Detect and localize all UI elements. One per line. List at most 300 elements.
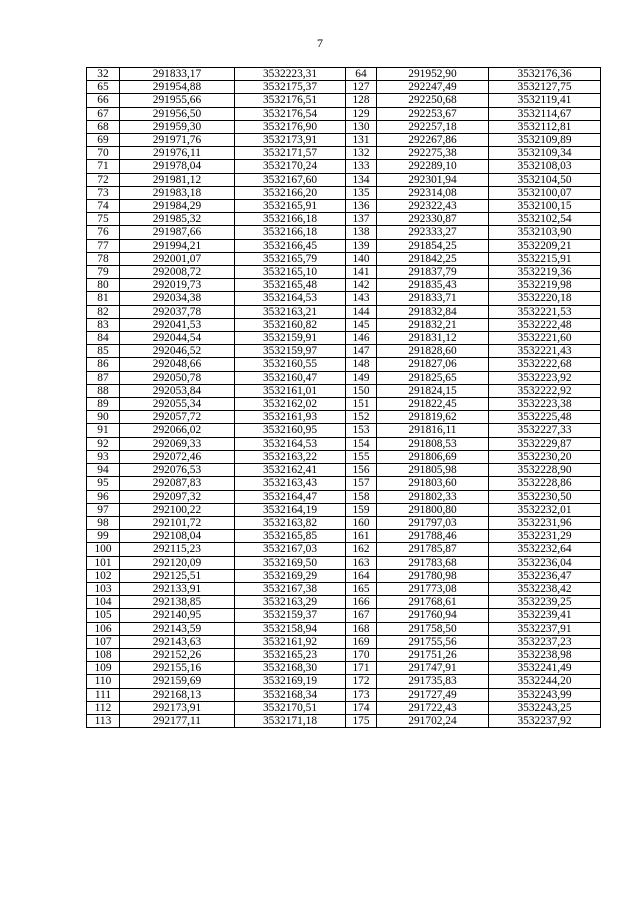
y-coordinate-cell: 3532239,25 (489, 596, 601, 609)
point-number-cell: 144 (346, 305, 377, 318)
x-coordinate-cell: 292168,13 (120, 688, 235, 701)
point-number-cell: 108 (87, 648, 120, 661)
point-number-cell: 127 (346, 81, 377, 94)
table-row (87, 279, 601, 292)
table-row (87, 569, 601, 582)
y-coordinate-cell: 3532176,36 (489, 68, 601, 81)
x-coordinate-cell: 292314,08 (377, 186, 489, 199)
point-number-cell: 170 (346, 648, 377, 661)
table-row (87, 662, 601, 675)
x-coordinate-cell: 292275,38 (377, 147, 489, 160)
point-number-cell: 69 (87, 134, 120, 147)
table-row (87, 305, 601, 318)
x-coordinate-cell: 291727,49 (377, 688, 489, 701)
point-number-cell: 99 (87, 530, 120, 543)
point-number-cell: 153 (346, 424, 377, 437)
table-row (87, 384, 601, 397)
x-coordinate-cell: 291816,11 (377, 424, 489, 437)
x-coordinate-cell: 291833,71 (377, 292, 489, 305)
x-coordinate-cell: 291978,04 (120, 160, 235, 173)
x-coordinate-cell: 292120,09 (120, 556, 235, 569)
table-row (87, 252, 601, 265)
x-coordinate-cell: 291805,98 (377, 464, 489, 477)
x-coordinate-cell: 292133,91 (120, 582, 235, 595)
point-number-cell: 98 (87, 516, 120, 529)
x-coordinate-cell: 291751,26 (377, 648, 489, 661)
x-coordinate-cell: 291831,12 (377, 332, 489, 345)
y-coordinate-cell: 3532223,38 (489, 398, 601, 411)
x-coordinate-cell: 291819,62 (377, 411, 489, 424)
table-row (87, 635, 601, 648)
x-coordinate-cell: 292097,32 (120, 490, 235, 503)
point-number-cell: 94 (87, 464, 120, 477)
x-coordinate-cell: 292253,67 (377, 107, 489, 120)
x-coordinate-cell: 291825,65 (377, 371, 489, 384)
x-coordinate-cell: 292333,27 (377, 226, 489, 239)
x-coordinate-cell: 292159,69 (120, 675, 235, 688)
x-coordinate-cell: 292050,78 (120, 371, 235, 384)
x-coordinate-cell: 291987,66 (120, 226, 235, 239)
x-coordinate-cell: 292173,91 (120, 701, 235, 714)
point-number-cell: 164 (346, 569, 377, 582)
point-number-cell: 135 (346, 186, 377, 199)
x-coordinate-cell: 291984,29 (120, 200, 235, 213)
point-number-cell: 106 (87, 622, 120, 635)
x-coordinate-cell: 291952,90 (377, 68, 489, 81)
x-coordinate-cell: 291824,15 (377, 384, 489, 397)
y-coordinate-cell: 3532215,91 (489, 252, 601, 265)
y-coordinate-cell: 3532164,53 (235, 437, 346, 450)
y-coordinate-cell: 3532219,98 (489, 279, 601, 292)
table-row (87, 371, 601, 384)
x-coordinate-cell: 292072,46 (120, 450, 235, 463)
y-coordinate-cell: 3532166,18 (235, 213, 346, 226)
point-number-cell: 151 (346, 398, 377, 411)
point-number-cell: 171 (346, 662, 377, 675)
point-number-cell: 100 (87, 543, 120, 556)
point-number-cell: 93 (87, 450, 120, 463)
point-number-cell: 101 (87, 556, 120, 569)
point-number-cell: 146 (346, 332, 377, 345)
y-coordinate-cell: 3532166,18 (235, 226, 346, 239)
y-coordinate-cell: 3532167,38 (235, 582, 346, 595)
x-coordinate-cell: 292322,43 (377, 200, 489, 213)
point-number-cell: 72 (87, 173, 120, 186)
table-row (87, 120, 601, 133)
y-coordinate-cell: 3532160,47 (235, 371, 346, 384)
point-number-cell: 88 (87, 384, 120, 397)
point-number-cell: 32 (87, 68, 120, 81)
point-number-cell: 160 (346, 516, 377, 529)
y-coordinate-cell: 3532230,50 (489, 490, 601, 503)
y-coordinate-cell: 3532160,95 (235, 424, 346, 437)
x-coordinate-cell: 291747,91 (377, 662, 489, 675)
point-number-cell: 163 (346, 556, 377, 569)
table-row (87, 675, 601, 688)
point-number-cell: 83 (87, 318, 120, 331)
point-number-cell: 77 (87, 239, 120, 252)
y-coordinate-cell: 3532243,25 (489, 701, 601, 714)
x-coordinate-cell: 292330,87 (377, 213, 489, 226)
y-coordinate-cell: 3532236,47 (489, 569, 601, 582)
x-coordinate-cell: 291981,12 (120, 173, 235, 186)
y-coordinate-cell: 3532167,03 (235, 543, 346, 556)
x-coordinate-cell: 291833,17 (120, 68, 235, 81)
point-number-cell: 152 (346, 411, 377, 424)
y-coordinate-cell: 3532228,86 (489, 477, 601, 490)
point-number-cell: 147 (346, 345, 377, 358)
y-coordinate-cell: 3532119,41 (489, 94, 601, 107)
x-coordinate-cell: 292143,59 (120, 622, 235, 635)
y-coordinate-cell: 3532160,82 (235, 318, 346, 331)
x-coordinate-cell: 292057,72 (120, 411, 235, 424)
x-coordinate-cell: 291773,08 (377, 582, 489, 595)
y-coordinate-cell: 3532238,98 (489, 648, 601, 661)
point-number-cell: 133 (346, 160, 377, 173)
table-row (87, 266, 601, 279)
table-row (87, 530, 601, 543)
point-number-cell: 165 (346, 582, 377, 595)
y-coordinate-cell: 3532220,18 (489, 292, 601, 305)
point-number-cell: 89 (87, 398, 120, 411)
point-number-cell: 110 (87, 675, 120, 688)
y-coordinate-cell: 3532171,57 (235, 147, 346, 160)
y-coordinate-cell: 3532229,87 (489, 437, 601, 450)
point-number-cell: 80 (87, 279, 120, 292)
x-coordinate-cell: 292143,63 (120, 635, 235, 648)
x-coordinate-cell: 291835,43 (377, 279, 489, 292)
table-row (87, 596, 601, 609)
point-number-cell: 73 (87, 186, 120, 199)
point-number-cell: 159 (346, 503, 377, 516)
table-row (87, 239, 601, 252)
table-row (87, 186, 601, 199)
table-row (87, 318, 601, 331)
x-coordinate-cell: 291994,21 (120, 239, 235, 252)
x-coordinate-cell: 291800,80 (377, 503, 489, 516)
point-number-cell: 95 (87, 477, 120, 490)
y-coordinate-cell: 3532163,22 (235, 450, 346, 463)
table-row (87, 292, 601, 305)
point-number-cell: 130 (346, 120, 377, 133)
point-number-cell: 74 (87, 200, 120, 213)
y-coordinate-cell: 3532104,50 (489, 173, 601, 186)
x-coordinate-cell: 291797,03 (377, 516, 489, 529)
y-coordinate-cell: 3532168,30 (235, 662, 346, 675)
table-row (87, 622, 601, 635)
y-coordinate-cell: 3532236,04 (489, 556, 601, 569)
y-coordinate-cell: 3532112,81 (489, 120, 601, 133)
point-number-cell: 105 (87, 609, 120, 622)
coordinates-table-body (87, 68, 601, 728)
x-coordinate-cell: 291854,25 (377, 239, 489, 252)
x-coordinate-cell: 291785,87 (377, 543, 489, 556)
y-coordinate-cell: 3532167,60 (235, 173, 346, 186)
table-row (87, 358, 601, 371)
table-row (87, 609, 601, 622)
y-coordinate-cell: 3532165,48 (235, 279, 346, 292)
x-coordinate-cell: 291842,25 (377, 252, 489, 265)
y-coordinate-cell: 3532232,01 (489, 503, 601, 516)
y-coordinate-cell: 3532165,23 (235, 648, 346, 661)
point-number-cell: 166 (346, 596, 377, 609)
point-number-cell: 109 (87, 662, 120, 675)
point-number-cell: 157 (346, 477, 377, 490)
table-row (87, 226, 601, 239)
y-coordinate-cell: 3532221,53 (489, 305, 601, 318)
point-number-cell: 113 (87, 714, 120, 727)
point-number-cell: 129 (346, 107, 377, 120)
x-coordinate-cell: 292177,11 (120, 714, 235, 727)
y-coordinate-cell: 3532100,07 (489, 186, 601, 199)
x-coordinate-cell: 291954,88 (120, 81, 235, 94)
x-coordinate-cell: 292289,10 (377, 160, 489, 173)
point-number-cell: 173 (346, 688, 377, 701)
point-number-cell: 138 (346, 226, 377, 239)
y-coordinate-cell: 3532170,24 (235, 160, 346, 173)
x-coordinate-cell: 291755,56 (377, 635, 489, 648)
point-number-cell: 64 (346, 68, 377, 81)
point-number-cell: 90 (87, 411, 120, 424)
y-coordinate-cell: 3532163,43 (235, 477, 346, 490)
table-row (87, 648, 601, 661)
x-coordinate-cell: 292053,84 (120, 384, 235, 397)
y-coordinate-cell: 3532219,36 (489, 266, 601, 279)
y-coordinate-cell: 3532223,31 (235, 68, 346, 81)
point-number-cell: 172 (346, 675, 377, 688)
x-coordinate-cell: 291780,98 (377, 569, 489, 582)
point-number-cell: 78 (87, 252, 120, 265)
y-coordinate-cell: 3532164,53 (235, 292, 346, 305)
x-coordinate-cell: 291808,53 (377, 437, 489, 450)
x-coordinate-cell: 291803,60 (377, 477, 489, 490)
x-coordinate-cell: 292001,07 (120, 252, 235, 265)
x-coordinate-cell: 291959,30 (120, 120, 235, 133)
point-number-cell: 142 (346, 279, 377, 292)
table-row (87, 147, 601, 160)
y-coordinate-cell: 3532166,20 (235, 186, 346, 199)
y-coordinate-cell: 3532165,10 (235, 266, 346, 279)
x-coordinate-cell: 291955,66 (120, 94, 235, 107)
y-coordinate-cell: 3532209,21 (489, 239, 601, 252)
x-coordinate-cell: 292138,85 (120, 596, 235, 609)
x-coordinate-cell: 292155,16 (120, 662, 235, 675)
point-number-cell: 128 (346, 94, 377, 107)
y-coordinate-cell: 3532169,19 (235, 675, 346, 688)
x-coordinate-cell: 291802,33 (377, 490, 489, 503)
table-row (87, 68, 601, 81)
x-coordinate-cell: 292008,72 (120, 266, 235, 279)
y-coordinate-cell: 3532243,99 (489, 688, 601, 701)
table-row (87, 450, 601, 463)
table-row (87, 582, 601, 595)
y-coordinate-cell: 3532227,33 (489, 424, 601, 437)
x-coordinate-cell: 291827,06 (377, 358, 489, 371)
y-coordinate-cell: 3532159,37 (235, 609, 346, 622)
y-coordinate-cell: 3532175,37 (235, 81, 346, 94)
y-coordinate-cell: 3532244,20 (489, 675, 601, 688)
x-coordinate-cell: 291758,50 (377, 622, 489, 635)
table-row (87, 134, 601, 147)
y-coordinate-cell: 3532163,21 (235, 305, 346, 318)
point-number-cell: 161 (346, 530, 377, 543)
y-coordinate-cell: 3532160,55 (235, 358, 346, 371)
x-coordinate-cell: 291976,11 (120, 147, 235, 160)
y-coordinate-cell: 3532161,01 (235, 384, 346, 397)
x-coordinate-cell: 291956,50 (120, 107, 235, 120)
y-coordinate-cell: 3532237,23 (489, 635, 601, 648)
table-row (87, 398, 601, 411)
point-number-cell: 102 (87, 569, 120, 582)
x-coordinate-cell: 291702,24 (377, 714, 489, 727)
point-number-cell: 137 (346, 213, 377, 226)
x-coordinate-cell: 291971,76 (120, 134, 235, 147)
page-number: 7 (317, 36, 323, 50)
point-number-cell: 167 (346, 609, 377, 622)
x-coordinate-cell: 292048,66 (120, 358, 235, 371)
x-coordinate-cell: 292267,86 (377, 134, 489, 147)
x-coordinate-cell: 291822,45 (377, 398, 489, 411)
x-coordinate-cell: 291760,94 (377, 609, 489, 622)
y-coordinate-cell: 3532165,91 (235, 200, 346, 213)
y-coordinate-cell: 3532161,92 (235, 635, 346, 648)
y-coordinate-cell: 3532176,51 (235, 94, 346, 107)
x-coordinate-cell: 292100,22 (120, 503, 235, 516)
x-coordinate-cell: 292115,23 (120, 543, 235, 556)
y-coordinate-cell: 3532230,20 (489, 450, 601, 463)
x-coordinate-cell: 292247,49 (377, 81, 489, 94)
y-coordinate-cell: 3532238,42 (489, 582, 601, 595)
y-coordinate-cell: 3532161,93 (235, 411, 346, 424)
y-coordinate-cell: 3532165,79 (235, 252, 346, 265)
x-coordinate-cell: 292076,53 (120, 464, 235, 477)
table-row (87, 200, 601, 213)
x-coordinate-cell: 291983,18 (120, 186, 235, 199)
table-row (87, 516, 601, 529)
y-coordinate-cell: 3532171,18 (235, 714, 346, 727)
point-number-cell: 175 (346, 714, 377, 727)
y-coordinate-cell: 3532225,48 (489, 411, 601, 424)
table-row (87, 543, 601, 556)
x-coordinate-cell: 292140,95 (120, 609, 235, 622)
y-coordinate-cell: 3532228,90 (489, 464, 601, 477)
table-row (87, 332, 601, 345)
point-number-cell: 75 (87, 213, 120, 226)
y-coordinate-cell: 3532231,29 (489, 530, 601, 543)
x-coordinate-cell: 292125,51 (120, 569, 235, 582)
x-coordinate-cell: 291832,84 (377, 305, 489, 318)
y-coordinate-cell: 3532159,97 (235, 345, 346, 358)
point-number-cell: 139 (346, 239, 377, 252)
x-coordinate-cell: 292066,02 (120, 424, 235, 437)
y-coordinate-cell: 3532114,67 (489, 107, 601, 120)
x-coordinate-cell: 292257,18 (377, 120, 489, 133)
point-number-cell: 136 (346, 200, 377, 213)
point-number-cell: 70 (87, 147, 120, 160)
y-coordinate-cell: 3532163,82 (235, 516, 346, 529)
y-coordinate-cell: 3532100,15 (489, 200, 601, 213)
x-coordinate-cell: 292046,52 (120, 345, 235, 358)
x-coordinate-cell: 291722,43 (377, 701, 489, 714)
point-number-cell: 141 (346, 266, 377, 279)
y-coordinate-cell: 3532176,54 (235, 107, 346, 120)
table-row (87, 477, 601, 490)
y-coordinate-cell: 3532109,34 (489, 147, 601, 160)
point-number-cell: 107 (87, 635, 120, 648)
x-coordinate-cell: 292301,94 (377, 173, 489, 186)
table-row (87, 688, 601, 701)
point-number-cell: 84 (87, 332, 120, 345)
point-number-cell: 86 (87, 358, 120, 371)
y-coordinate-cell: 3532237,92 (489, 714, 601, 727)
x-coordinate-cell: 292250,68 (377, 94, 489, 107)
point-number-cell: 155 (346, 450, 377, 463)
point-number-cell: 91 (87, 424, 120, 437)
y-coordinate-cell: 3532108,03 (489, 160, 601, 173)
table-row (87, 94, 601, 107)
x-coordinate-cell: 292101,72 (120, 516, 235, 529)
point-number-cell: 149 (346, 371, 377, 384)
y-coordinate-cell: 3532102,54 (489, 213, 601, 226)
point-number-cell: 97 (87, 503, 120, 516)
point-number-cell: 150 (346, 384, 377, 397)
y-coordinate-cell: 3532222,92 (489, 384, 601, 397)
x-coordinate-cell: 292087,83 (120, 477, 235, 490)
point-number-cell: 68 (87, 120, 120, 133)
point-number-cell: 154 (346, 437, 377, 450)
y-coordinate-cell: 3532103,90 (489, 226, 601, 239)
y-coordinate-cell: 3532221,60 (489, 332, 601, 345)
y-coordinate-cell: 3532162,02 (235, 398, 346, 411)
x-coordinate-cell: 291788,46 (377, 530, 489, 543)
x-coordinate-cell: 292069,33 (120, 437, 235, 450)
point-number-cell: 111 (87, 688, 120, 701)
table-row (87, 556, 601, 569)
point-number-cell: 174 (346, 701, 377, 714)
x-coordinate-cell: 291806,69 (377, 450, 489, 463)
y-coordinate-cell: 3532232,64 (489, 543, 601, 556)
x-coordinate-cell: 291735,83 (377, 675, 489, 688)
point-number-cell: 156 (346, 464, 377, 477)
x-coordinate-cell: 291768,61 (377, 596, 489, 609)
x-coordinate-cell: 292041,53 (120, 318, 235, 331)
y-coordinate-cell: 3532241,49 (489, 662, 601, 675)
point-number-cell: 71 (87, 160, 120, 173)
x-coordinate-cell: 292044,54 (120, 332, 235, 345)
y-coordinate-cell: 3532163,29 (235, 596, 346, 609)
y-coordinate-cell: 3532165,85 (235, 530, 346, 543)
point-number-cell: 81 (87, 292, 120, 305)
point-number-cell: 169 (346, 635, 377, 648)
point-number-cell: 92 (87, 437, 120, 450)
y-coordinate-cell: 3532239,41 (489, 609, 601, 622)
point-number-cell: 140 (346, 252, 377, 265)
point-number-cell: 168 (346, 622, 377, 635)
point-number-cell: 145 (346, 318, 377, 331)
point-number-cell: 103 (87, 582, 120, 595)
point-number-cell: 65 (87, 81, 120, 94)
table-row (87, 160, 601, 173)
table-row (87, 437, 601, 450)
y-coordinate-cell: 3532169,29 (235, 569, 346, 582)
table-row (87, 173, 601, 186)
table-row (87, 213, 601, 226)
y-coordinate-cell: 3532231,96 (489, 516, 601, 529)
y-coordinate-cell: 3532127,75 (489, 81, 601, 94)
x-coordinate-cell: 291985,32 (120, 213, 235, 226)
y-coordinate-cell: 3532166,45 (235, 239, 346, 252)
y-coordinate-cell: 3532164,47 (235, 490, 346, 503)
